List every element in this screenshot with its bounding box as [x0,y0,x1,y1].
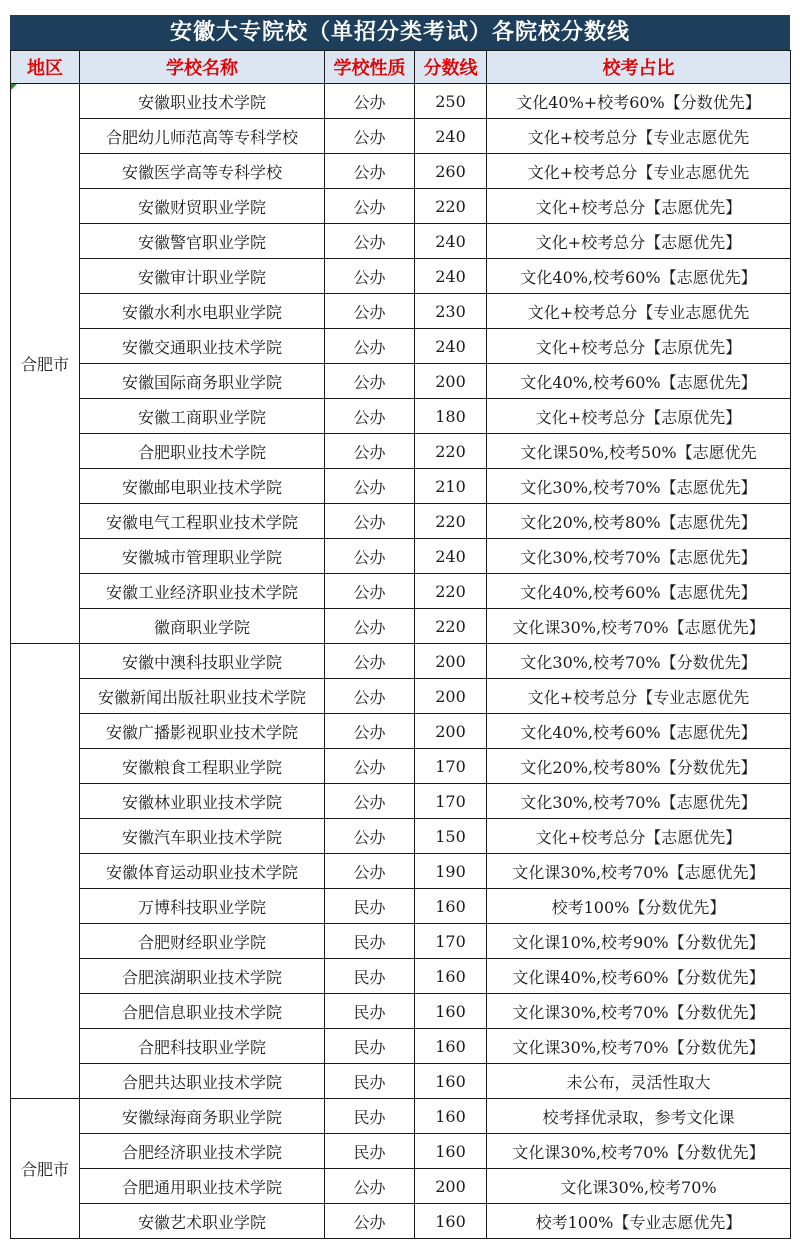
header-school: 学校名称 [80,51,325,84]
ratio-cell: 文化30%,校考70%【志愿优先】 [487,784,791,819]
school-name-cell: 安徽水利水电职业学院 [80,294,325,329]
table-row [11,434,791,469]
school-name-cell: 安徽体育运动职业技术学院 [80,854,325,889]
score-cell: 160 [415,994,487,1029]
table-row [11,224,791,259]
table-row [11,329,791,364]
score-cell: 170 [415,749,487,784]
ratio-cell: 文化+校考总分【专业志愿优先 [487,294,791,329]
school-name-cell: 安徽城市管理职业学院 [80,539,325,574]
school-type-cell: 公办 [325,469,415,504]
table-row [11,959,791,994]
school-name-cell: 安徽工业经济职业技术学院 [80,574,325,609]
ratio-cell: 文化30%,校考70%【志愿优先】 [487,539,791,574]
school-name-cell: 合肥科技职业学院 [80,1029,325,1064]
ratio-cell: 文化+校考总分【志愿优先】 [487,189,791,224]
table-row [11,644,791,679]
table-row [11,784,791,819]
table-row [11,609,791,644]
score-cell: 170 [415,924,487,959]
ratio-cell: 文化课30%,校考70%【志愿优先】 [487,854,791,889]
school-name-cell: 安徽林业职业技术学院 [80,784,325,819]
score-cell: 160 [415,889,487,924]
score-cell: 250 [415,84,487,119]
ratio-cell: 校考100%【专业志愿优先】 [487,1204,791,1239]
score-cell: 160 [415,959,487,994]
school-name-cell: 安徽汽车职业技术学院 [80,819,325,854]
table-row [11,714,791,749]
ratio-cell: 文化课30%,校考70%【分数优先】 [487,1134,791,1169]
score-cell: 160 [415,1134,487,1169]
score-cell: 200 [415,1169,487,1204]
table-row [11,1029,791,1064]
cell-marker-icon [11,84,17,90]
school-name-cell: 合肥幼儿师范高等专科学校 [80,119,325,154]
ratio-cell: 文化40%,校考60%【志愿优先】 [487,259,791,294]
school-name-cell: 安徽审计职业学院 [80,259,325,294]
school-type-cell: 民办 [325,889,415,924]
table-row [11,1204,791,1239]
score-cell: 220 [415,434,487,469]
school-name-cell: 合肥财经职业学院 [80,924,325,959]
school-type-cell: 公办 [325,574,415,609]
school-type-cell: 民办 [325,1099,415,1134]
school-name-cell: 徽商职业学院 [80,609,325,644]
school-type-cell: 公办 [325,224,415,259]
ratio-cell: 文化20%,校考80%【志愿优先】 [487,504,791,539]
school-name-cell: 安徽医学高等专科学校 [80,154,325,189]
score-cell: 190 [415,854,487,889]
table-row [11,994,791,1029]
ratio-cell: 文化课30%,校考70%【分数优先】 [487,1029,791,1064]
table-row [11,294,791,329]
score-cell: 170 [415,784,487,819]
ratio-cell: 文化+校考总分【志愿优先】 [487,224,791,259]
table-row [11,854,791,889]
score-cell: 180 [415,399,487,434]
score-cell: 210 [415,469,487,504]
score-cell: 230 [415,294,487,329]
score-cell: 160 [415,1204,487,1239]
table-row [11,679,791,714]
school-type-cell: 公办 [325,679,415,714]
score-cell: 200 [415,644,487,679]
school-type-cell: 公办 [325,749,415,784]
score-cell: 150 [415,819,487,854]
school-type-cell: 公办 [325,364,415,399]
table-row [11,749,791,784]
header-type: 学校性质 [325,51,415,84]
ratio-cell: 文化+校考总分【志愿优先】 [487,819,791,854]
table-row [11,539,791,574]
ratio-cell: 校考100%【分数优先】 [487,889,791,924]
table-row [11,1099,791,1134]
table-row [11,154,791,189]
score-table [10,50,791,1239]
score-table-frame [10,15,790,1239]
ratio-cell: 文化+校考总分【专业志愿优先 [487,119,791,154]
ratio-cell: 文化40%,校考60%【志愿优先】 [487,364,791,399]
school-name-cell: 安徽职业技术学院 [80,84,325,119]
school-type-cell: 公办 [325,434,415,469]
ratio-cell: 文化+校考总分【专业志愿优先 [487,154,791,189]
score-cell: 220 [415,574,487,609]
table-row [11,924,791,959]
ratio-cell: 文化课30%,校考70%【志愿优先】 [487,609,791,644]
ratio-cell: 文化40%,校考60%【志愿优先】 [487,714,791,749]
table-row [11,259,791,294]
ratio-cell: 文化课30%,校考70%【分数优先】 [487,994,791,1029]
school-name-cell: 安徽电气工程职业技术学院 [80,504,325,539]
school-name-cell: 合肥职业技术学院 [80,434,325,469]
school-name-cell: 合肥共达职业技术学院 [80,1064,325,1099]
region-cell: 合肥市 [11,1099,80,1239]
table-row [11,1064,791,1099]
ratio-cell: 文化30%,校考70%【志愿优先】 [487,469,791,504]
region-cell [11,644,80,1099]
ratio-cell: 文化+校考总分【志原优先】 [487,399,791,434]
school-type-cell: 公办 [325,1169,415,1204]
ratio-cell: 文化课50%,校考50%【志愿优先 [487,434,791,469]
score-cell: 160 [415,1064,487,1099]
school-type-cell: 公办 [325,399,415,434]
school-name-cell: 合肥经济职业技术学院 [80,1134,325,1169]
header-row [11,51,791,84]
table-row [11,469,791,504]
table-row [11,889,791,924]
score-cell: 240 [415,539,487,574]
school-name-cell: 安徽工商职业学院 [80,399,325,434]
school-type-cell: 民办 [325,1064,415,1099]
school-name-cell: 合肥信息职业技术学院 [80,994,325,1029]
school-type-cell: 公办 [325,259,415,294]
school-name-cell: 安徽艺术职业学院 [80,1204,325,1239]
table-body [11,84,791,1239]
score-cell: 240 [415,224,487,259]
ratio-cell: 文化+校考总分【志原优先】 [487,329,791,364]
table-row [11,84,791,119]
header-ratio: 校考占比 [487,51,791,84]
school-name-cell: 安徽财贸职业学院 [80,189,325,224]
header-score: 分数线 [415,51,487,84]
school-name-cell: 合肥通用职业技术学院 [80,1169,325,1204]
page-title: 安徽大专院校（单招分类考试）各院校分数线 [10,15,790,50]
school-type-cell: 公办 [325,119,415,154]
school-type-cell: 民办 [325,924,415,959]
school-type-cell: 公办 [325,644,415,679]
school-type-cell: 民办 [325,1029,415,1064]
score-cell: 260 [415,154,487,189]
table-row [11,504,791,539]
score-cell: 160 [415,1099,487,1134]
ratio-cell: 文化课40%,校考60%【分数优先】 [487,959,791,994]
score-cell: 220 [415,189,487,224]
school-type-cell: 公办 [325,504,415,539]
ratio-cell: 校考择优录取，参考文化课 [487,1099,791,1134]
table-row [11,119,791,154]
school-name-cell: 安徽新闻出版社职业技术学院 [80,679,325,714]
school-type-cell: 民办 [325,1134,415,1169]
ratio-cell: 文化40%+校考60%【分数优先】 [487,84,791,119]
table-row [11,1169,791,1204]
score-cell: 220 [415,609,487,644]
table-row [11,189,791,224]
region-cell: 合肥市 [11,84,80,644]
school-name-cell: 安徽绿海商务职业学院 [80,1099,325,1134]
school-type-cell: 公办 [325,714,415,749]
school-name-cell: 安徽广播影视职业技术学院 [80,714,325,749]
school-type-cell: 公办 [325,784,415,819]
school-name-cell: 万博科技职业学院 [80,889,325,924]
score-cell: 200 [415,714,487,749]
score-cell: 200 [415,364,487,399]
school-type-cell: 公办 [325,154,415,189]
table-row [11,364,791,399]
score-cell: 160 [415,1029,487,1064]
school-type-cell: 民办 [325,994,415,1029]
score-cell: 220 [415,504,487,539]
ratio-cell: 未公布，灵活性取大 [487,1064,791,1099]
ratio-cell: 文化40%,校考60%【志愿优先】 [487,574,791,609]
score-cell: 240 [415,259,487,294]
school-type-cell: 公办 [325,1204,415,1239]
school-name-cell: 安徽中澳科技职业学院 [80,644,325,679]
score-cell: 240 [415,119,487,154]
table-row [11,399,791,434]
ratio-cell: 文化课30%,校考70% [487,1169,791,1204]
school-name-cell: 安徽国际商务职业学院 [80,364,325,399]
header-region: 地区 [11,51,80,84]
score-cell: 240 [415,329,487,364]
school-name-cell: 安徽警官职业学院 [80,224,325,259]
school-name-cell: 合肥滨湖职业技术学院 [80,959,325,994]
school-type-cell: 公办 [325,294,415,329]
school-type-cell: 公办 [325,84,415,119]
school-name-cell: 安徽粮食工程职业学院 [80,749,325,784]
table-row [11,1134,791,1169]
school-type-cell: 公办 [325,329,415,364]
school-type-cell: 公办 [325,539,415,574]
table-row [11,819,791,854]
table-row [11,574,791,609]
ratio-cell: 文化课10%,校考90%【分数优先】 [487,924,791,959]
school-type-cell: 公办 [325,819,415,854]
school-type-cell: 公办 [325,189,415,224]
ratio-cell: 文化20%,校考80%【分数优先】 [487,749,791,784]
ratio-cell: 文化30%,校考70%【分数优先】 [487,644,791,679]
school-type-cell: 公办 [325,609,415,644]
school-type-cell: 民办 [325,959,415,994]
school-name-cell: 安徽交通职业技术学院 [80,329,325,364]
school-name-cell: 安徽邮电职业技术学院 [80,469,325,504]
score-cell: 200 [415,679,487,714]
ratio-cell: 文化+校考总分【专业志愿优先 [487,679,791,714]
school-type-cell: 公办 [325,854,415,889]
